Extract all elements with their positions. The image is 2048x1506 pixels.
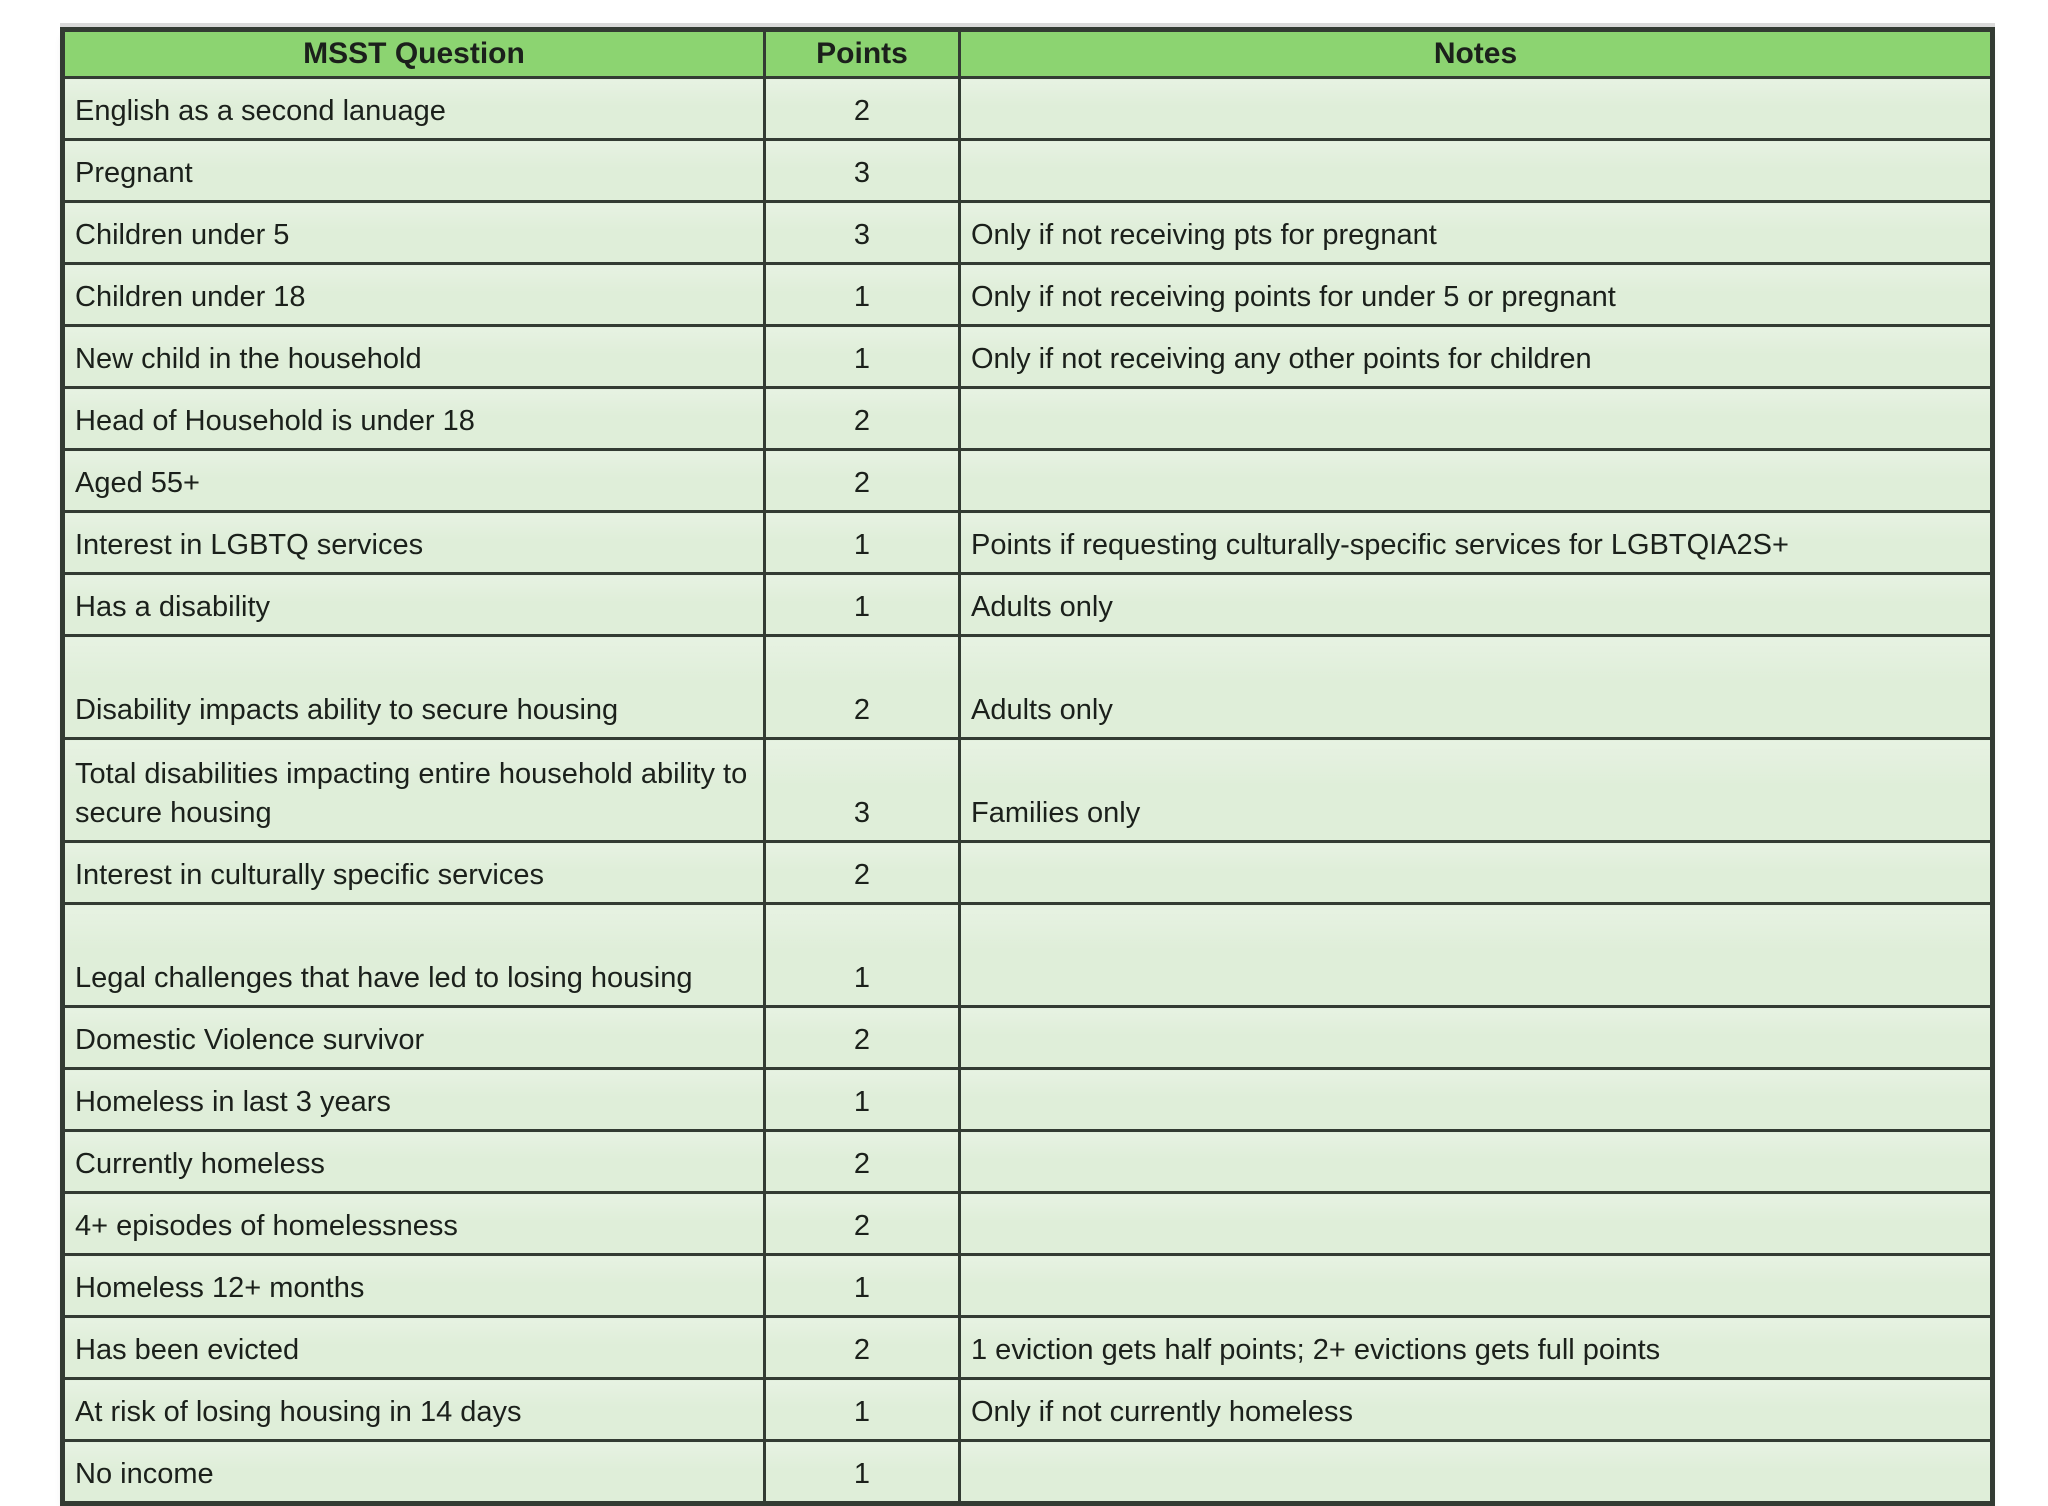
question-cell: Disability impacts ability to secure housing (63, 636, 765, 739)
points-cell: 3 (765, 739, 960, 842)
question-cell: New child in the household (63, 326, 765, 388)
table-row (63, 574, 1993, 636)
table-row (63, 1069, 1993, 1131)
question-cell: Children under 18 (63, 264, 765, 326)
points-cell: 1 (765, 264, 960, 326)
question-cell: Interest in culturally specific services (63, 842, 765, 904)
table-row (63, 636, 1993, 739)
notes-cell: Points if requesting culturally-specific services for LGBTQIA2S+ (960, 512, 1993, 574)
notes-cell (960, 1441, 1993, 1504)
points-cell: 2 (765, 636, 960, 739)
table-row (63, 904, 1993, 1007)
table-row (63, 388, 1993, 450)
question-cell: Pregnant (63, 140, 765, 202)
question-cell: Has been evicted (63, 1317, 765, 1379)
col-header-points: Points (765, 30, 960, 78)
question-cell: Homeless 12+ months (63, 1255, 765, 1317)
question-cell: No income (63, 1441, 765, 1504)
notes-cell (960, 78, 1993, 140)
points-cell: 1 (765, 512, 960, 574)
table-row (63, 78, 1993, 140)
notes-cell (960, 140, 1993, 202)
table-row (63, 450, 1993, 512)
table-body (63, 78, 1993, 1504)
points-cell: 1 (765, 1255, 960, 1317)
question-cell: Homeless in last 3 years (63, 1069, 765, 1131)
question-cell: Has a disability (63, 574, 765, 636)
question-cell: Aged 55+ (63, 450, 765, 512)
table-row (63, 842, 1993, 904)
question-cell: 4+ episodes of homelessness (63, 1193, 765, 1255)
table-row (63, 202, 1993, 264)
points-cell: 2 (765, 1131, 960, 1193)
table-row (63, 512, 1993, 574)
notes-cell: Only if not receiving points for under 5 or pregnant (960, 264, 1993, 326)
notes-cell (960, 1007, 1993, 1069)
points-cell: 1 (765, 326, 960, 388)
notes-cell (960, 1193, 1993, 1255)
points-cell: 1 (765, 904, 960, 1007)
points-cell: 1 (765, 1379, 960, 1441)
table-row (63, 326, 1993, 388)
points-cell: 2 (765, 78, 960, 140)
notes-cell: Adults only (960, 636, 1993, 739)
notes-cell: Families only (960, 739, 1993, 842)
points-cell: 2 (765, 1193, 960, 1255)
question-cell: Legal challenges that have led to losing housing (63, 904, 765, 1007)
question-cell: Children under 5 (63, 202, 765, 264)
points-cell: 2 (765, 842, 960, 904)
notes-cell: Only if not receiving pts for pregnant (960, 202, 1993, 264)
points-cell: 2 (765, 1007, 960, 1069)
table-row (63, 140, 1993, 202)
points-cell: 1 (765, 1069, 960, 1131)
table-row (63, 1193, 1993, 1255)
question-cell: Total disabilities impacting entire household ability to secure housing (63, 739, 765, 842)
question-cell: At risk of losing housing in 14 days (63, 1379, 765, 1441)
table-row (63, 1131, 1993, 1193)
notes-cell (960, 450, 1993, 512)
notes-cell (960, 842, 1993, 904)
question-cell: Domestic Violence survivor (63, 1007, 765, 1069)
question-cell: English as a second lanuage (63, 78, 765, 140)
notes-cell (960, 1069, 1993, 1131)
points-cell: 2 (765, 450, 960, 512)
points-cell: 2 (765, 388, 960, 450)
question-cell: Currently homeless (63, 1131, 765, 1193)
col-header-question: MSST Question (63, 30, 765, 78)
points-cell: 3 (765, 202, 960, 264)
table-row (63, 1007, 1993, 1069)
points-cell: 1 (765, 1441, 960, 1504)
notes-cell: Adults only (960, 574, 1993, 636)
notes-cell: 1 eviction gets half points; 2+ evictions gets full points (960, 1317, 1993, 1379)
table-row (63, 264, 1993, 326)
table-row (63, 1379, 1993, 1441)
table-row (63, 739, 1993, 842)
notes-cell (960, 388, 1993, 450)
msst-table (60, 27, 1995, 1506)
notes-cell: Only if not currently homeless (960, 1379, 1993, 1441)
notes-cell (960, 904, 1993, 1007)
notes-cell: Only if not receiving any other points for children (960, 326, 1993, 388)
points-cell: 3 (765, 140, 960, 202)
document-sheet (60, 27, 1995, 1506)
table-header-row (63, 30, 1993, 78)
points-cell: 1 (765, 574, 960, 636)
table-row (63, 1441, 1993, 1504)
table-row (63, 1317, 1993, 1379)
question-cell: Interest in LGBTQ services (63, 512, 765, 574)
points-cell: 2 (765, 1317, 960, 1379)
question-cell: Head of Household is under 18 (63, 388, 765, 450)
col-header-notes: Notes (960, 30, 1993, 78)
notes-cell (960, 1131, 1993, 1193)
